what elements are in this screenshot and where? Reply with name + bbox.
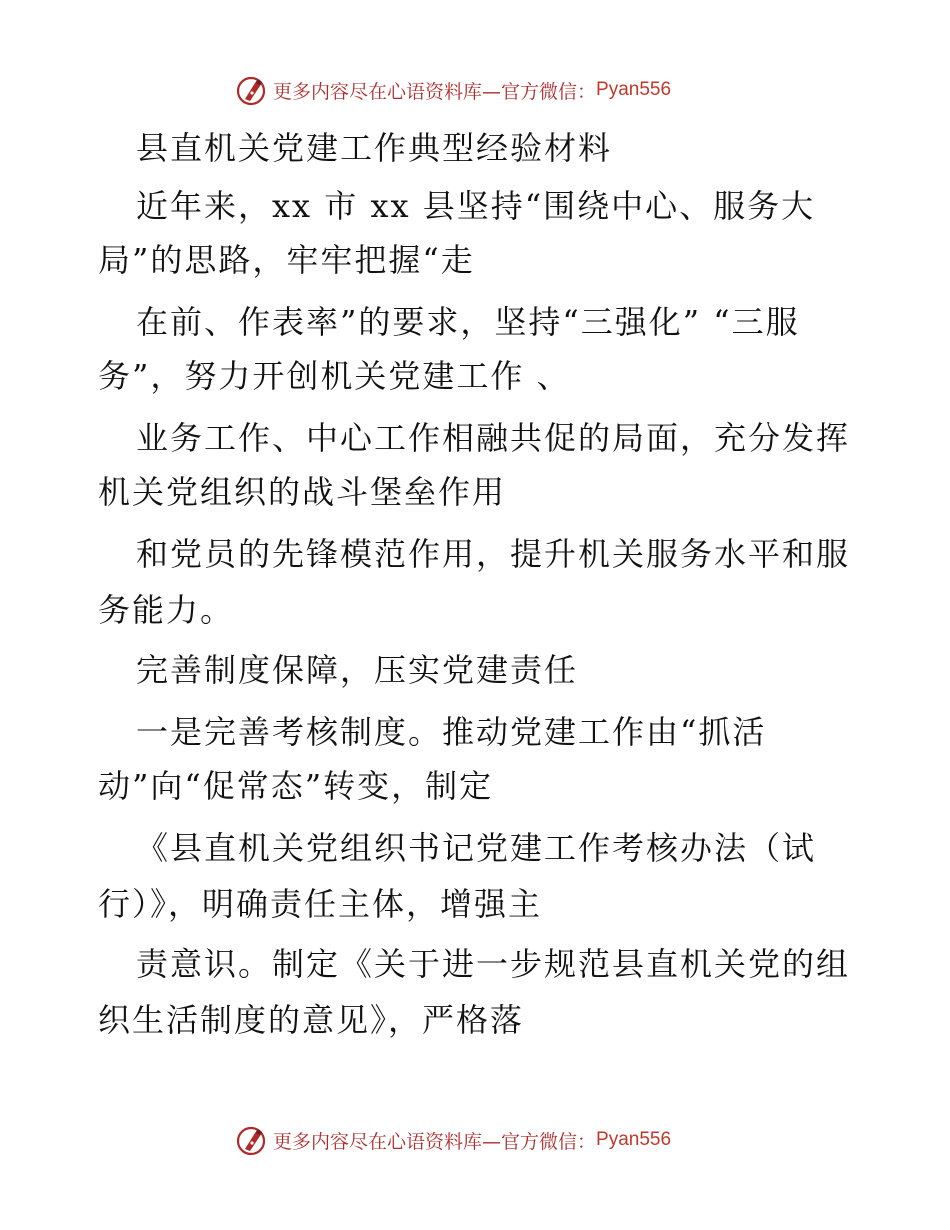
pen-nib-logo-icon <box>235 74 267 106</box>
paragraph-line: 《县直机关党组织书记党建工作考核办法（试 <box>136 829 817 867</box>
watermark-wechat-id: Pyan556 <box>596 79 672 100</box>
paragraph-line: 和党员的先锋模范作用，提升机关服务水平和服 <box>136 535 851 573</box>
watermark-text: 更多内容尽在心语资料库—官方微信： <box>273 1130 597 1153</box>
paragraph-line: 在前、作表率”的要求，坚持“三强化” “三服 <box>136 303 800 341</box>
paragraph-line: 业务工作、中心工作相融共促的局面，充分发挥 <box>136 419 851 457</box>
watermark-wechat-id: Pyan556 <box>596 1129 672 1150</box>
paragraph-line: 行）》，明确责任主体，增强主 <box>98 885 543 923</box>
paragraph-line: 织生活制度的意见》，严格落 <box>98 1001 525 1039</box>
paragraph-line: 务”，努力开创机关党建工作 、 <box>98 357 571 395</box>
footer-watermark <box>235 1122 671 1158</box>
paragraph-line: 一是完善考核制度。推动党建工作由“抓活 <box>136 713 767 751</box>
paragraph-line: 责意识。制定《关于进一步规范县直机关党的组 <box>136 945 851 983</box>
pen-nib-logo-icon <box>235 1124 267 1156</box>
watermark-text: 更多内容尽在心语资料库—官方微信： <box>273 80 597 103</box>
paragraph-line: 动”向“促常态”转变，制定 <box>98 767 494 805</box>
header-watermark <box>235 72 671 108</box>
document-title: 县直机关党建工作典型经验材料 <box>136 129 613 167</box>
paragraph-line: 务能力。 <box>98 591 235 629</box>
paragraph-line: 机关党组织的战斗堡垒作用 <box>98 473 507 511</box>
section-heading: 完善制度保障，压实党建责任 <box>136 651 579 689</box>
paragraph-line: 近年来，xx 市 xx 县坚持“围绕中心、服务大 <box>136 187 816 225</box>
paragraph-line: 局”的思路，牢牢把握“走 <box>98 241 475 279</box>
